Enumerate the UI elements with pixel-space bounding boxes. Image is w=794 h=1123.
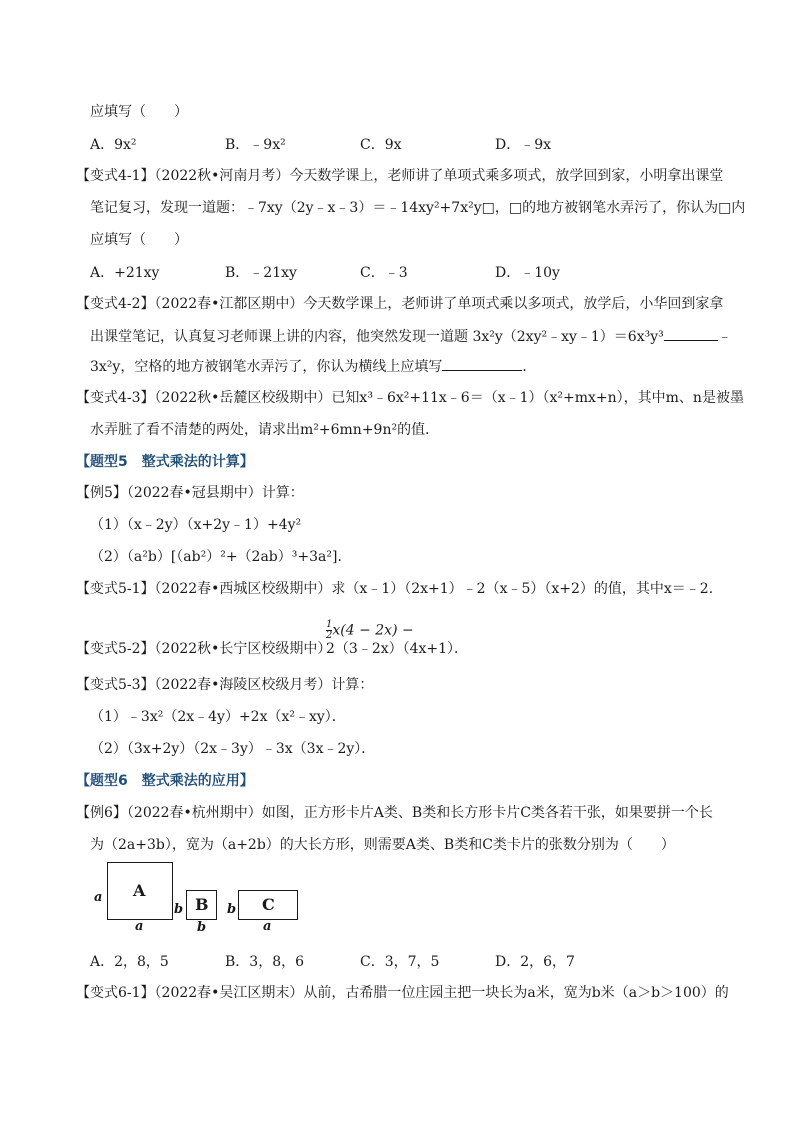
e6-line1: 【例6】（2022春•杭州期中）如图，正方形卡片A类、B类和长方形卡片C类各若干张，如果要拼一个长 (76, 805, 713, 821)
card-b-label: B (195, 895, 209, 914)
v42-line3-tail: ． (522, 359, 537, 375)
v42-line2-tail: ﹣ (717, 329, 732, 345)
side-label-c: b (227, 902, 237, 917)
v41-line2: 笔记复习，发现一道题：﹣7xy（2y﹣x﹣3）＝﹣14xy²+7x²y□，□的地方被钢笔水弄污了，你认为□内 (90, 200, 746, 216)
v61-line1: 【变式6-1】（2022春•吴江区期末）从前，古希腊一位庄园主把一块长为a米，宽为b米（a＞b＞100）的 (76, 985, 729, 1001)
v42-line2 (90, 326, 732, 347)
v42-line3 (90, 356, 536, 377)
v42-line2-text: 出课堂笔记，认真复习老师课上讲的内容，他突然发现一道题 3x²y（2xy²﹣xy﹣1）＝6x³y³ (90, 329, 664, 345)
cards-figure (90, 860, 310, 940)
option-d: D．﹣9x (495, 137, 552, 153)
v43-line2: 水弄脏了看不清楚的两处，请求出m²+6mn+9n²的值． (90, 422, 440, 438)
option-b: B．﹣21xy (225, 265, 297, 281)
option-a: A．+21xy (90, 265, 160, 281)
option-c: C．﹣3 (360, 265, 408, 281)
e6-line2: 为（2a+3b），宽为（a+2b）的大长方形，则需要A类、B类和C类卡片的张数分别为（ ） (90, 837, 675, 853)
option-a: A．9x² (90, 137, 137, 153)
e5-part1: （1）（x﹣2y）（x+2y﹣1）+4y² (90, 517, 302, 533)
e6-options (90, 951, 710, 971)
section-heading-6: 【题型6 整式乘法的应用】 (76, 773, 254, 789)
card-a (107, 862, 173, 920)
section-heading-5: 【题型5 整式乘法的计算】 (76, 454, 254, 470)
side-label-c-bottom: a (263, 919, 272, 934)
v53-part1: （1）﹣3x²（2x﹣4y）+2x（x²﹣xy）． (90, 709, 346, 725)
fraction-numerator: 1 (326, 619, 333, 630)
v51-line1: 【变式5-1】（2022春•西城区校级期中）求（x﹣1）（2x+1）﹣2（x﹣5）（x+2）的值，其中x＝﹣2． (76, 581, 723, 597)
e5-part2: （2）（a²b）[（ab²）²+（2ab）³+3a²]． (90, 549, 352, 565)
option-a: A．2，8，5 (90, 954, 169, 970)
side-label-b-bottom: b (197, 920, 207, 935)
option-b: B．3，8，6 (225, 954, 305, 970)
v53-part2: （2）（3x+2y）（2x﹣3y）﹣3x（3x﹣2y）． (90, 741, 376, 757)
card-a-label: A (133, 881, 146, 900)
v41-line1: 【变式4-1】（2022秋•河南月考）今天数学课上，老师讲了单项式乘多项式，放学回到家，小明拿出课堂 (76, 168, 724, 184)
option-b: B．﹣9x² (225, 137, 286, 153)
fraction-denominator: 2 (326, 630, 333, 641)
side-label-a: a (94, 890, 103, 905)
math-expr: x(4 − 2x) − (332, 622, 414, 639)
option-c: C．9x (360, 137, 402, 153)
v41-line3: 应填写（ ） (90, 232, 188, 248)
option-d: D．2，6，7 (495, 954, 575, 970)
side-label-b: b (174, 902, 184, 917)
v42-line3-text: 3x²y，空格的地方被钢笔水弄污了，你认为横线上应填写 (90, 359, 443, 375)
v52-math-expression (326, 620, 414, 641)
option-d: D．﹣10y (495, 265, 560, 281)
v52-prefix: 【变式5-2】（2022秋•长宁区校级期中） (76, 641, 332, 657)
v53-line1: 【变式5-3】（2022春•海陵区校级月考）计算： (76, 677, 374, 693)
card-c (238, 890, 298, 920)
answer-blank (664, 326, 718, 341)
e5-line1: 【例5】（2022春•冠县期中）计算： (76, 485, 304, 501)
v43-line1: 【变式4-3】（2022秋•岳麓区校级期中）已知x³﹣6x²+11x﹣6＝（x﹣1）（x²+mx+n），其中m、n是被墨 (76, 390, 744, 406)
v41-options (90, 262, 710, 282)
card-c-label: C (262, 895, 275, 914)
card-b (186, 890, 217, 920)
v52-suffix: 2（3﹣2x）（4x+1）． (326, 641, 469, 657)
v42-line1: 【变式4-2】（2022春•江都区期中）今天数学课上，老师讲了单项式乘以多项式，放学后，小华回到家拿 (76, 296, 724, 312)
side-label-a-bottom: a (135, 919, 144, 934)
q4-fill-text: 应填写（ ） (90, 104, 188, 120)
q4-options (90, 134, 710, 154)
answer-blank (442, 356, 522, 371)
option-c: C．3，7，5 (360, 954, 440, 970)
